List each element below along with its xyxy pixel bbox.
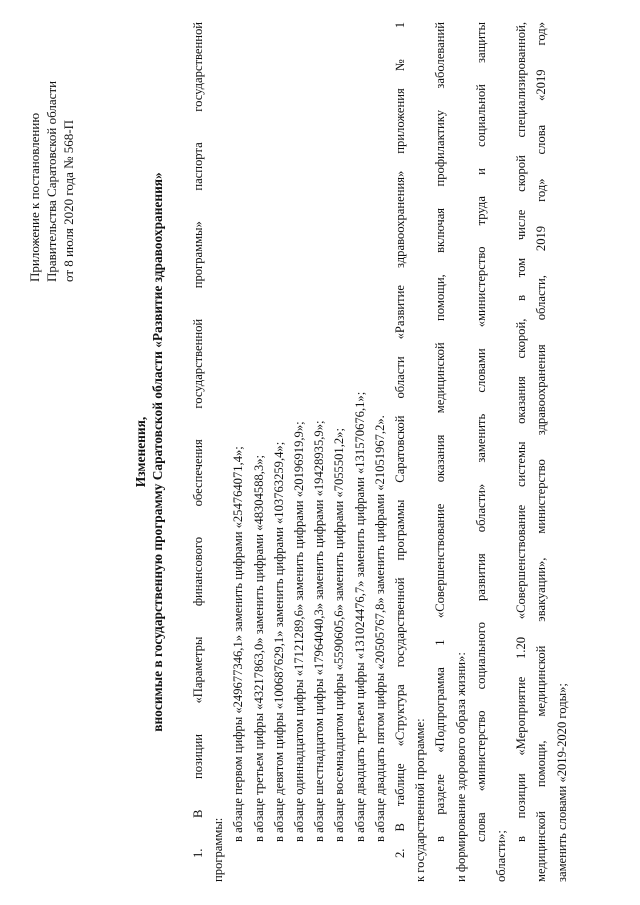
paragraph-2-line-2: к государственной программе: [413, 718, 428, 882]
list-item: в абзаце двадцать третьем цифры «131024476,7» заменить цифрами «131570676,1»; [352, 391, 367, 842]
list-item: в абзаце шестнадцатом цифры «17964040,3» заменить цифрами «19428935,9»; [312, 420, 327, 842]
paragraph-2-line-1: 2. В таблице «Структура государственной программы Саратовской области «Развитие здравоохранения» приложения № 1 [393, 22, 408, 858]
paragraph-5-line-2: медицинской помощи, медицинской эвакуации», министерство здравоохранения области, 2019 год» слова «2019 год» [534, 22, 549, 882]
paragraph-1-line-1: 1. В позиции «Параметры финансового обеспечения государственной программы» паспорта государственной [191, 22, 205, 858]
rotated-document-content [20, 22, 620, 882]
list-item: в абзаце девятом цифры «100687629,1» заменить цифрами «103763259,4»; [271, 441, 286, 842]
list-item: в абзаце третьем цифры «43217863,0» заменить цифрами «48304588,3»; [251, 454, 266, 842]
list-item: в абзаце восемнадцатом цифры «5590605,6» заменить цифрами «7055501,2»; [332, 428, 347, 842]
appendix-line: Правительства Саратовской области [44, 80, 59, 282]
paragraph-3-line-2: и формирование здорового образа жизни»: [453, 652, 468, 882]
appendix-line: Приложение к постановлению [27, 112, 42, 282]
paragraph-1-line-2: программы: [211, 817, 226, 882]
heading-title: Изменения, [133, 416, 148, 488]
list-item: в абзаце первом цифры «249677346,1» заменить цифрами «254764071,4»; [231, 446, 246, 842]
paragraph-4-line-2: области»; [494, 830, 509, 882]
list-item: в абзаце двадцать пятом цифры «20505767,8» заменить цифрами «21051967,2». [372, 415, 387, 842]
heading-subtitle: вносимые в государственную программу Саратовской области «Развитие здравоохранения» [150, 172, 165, 732]
document-body [188, 22, 572, 882]
appendix-block [26, 22, 77, 282]
list-item: в абзаце одиннадцатом цифры «17121289,6» заменить цифрами «20196919,9»; [292, 421, 307, 842]
paragraph-4-line-1: слова «министерство социального развития области» заменить словами «министерство труда и социальной защиты [473, 22, 488, 842]
paragraph-3-line-1: в разделе «Подпрограмма 1 «Совершенствование оказания медицинской помощи, включая профилактику заболеваний [433, 22, 448, 842]
document-heading [132, 22, 166, 882]
paragraph-5-line-1: в позиции «Мероприятие 1.20 «Совершенствование системы оказания скорой, в том числе скорой специализированной, [514, 22, 529, 842]
paragraph-5-line-3: заменить словами «2019-2020 годы»; [554, 683, 569, 882]
appendix-line: от 8 июля 2020 года № 568-П [61, 120, 76, 282]
